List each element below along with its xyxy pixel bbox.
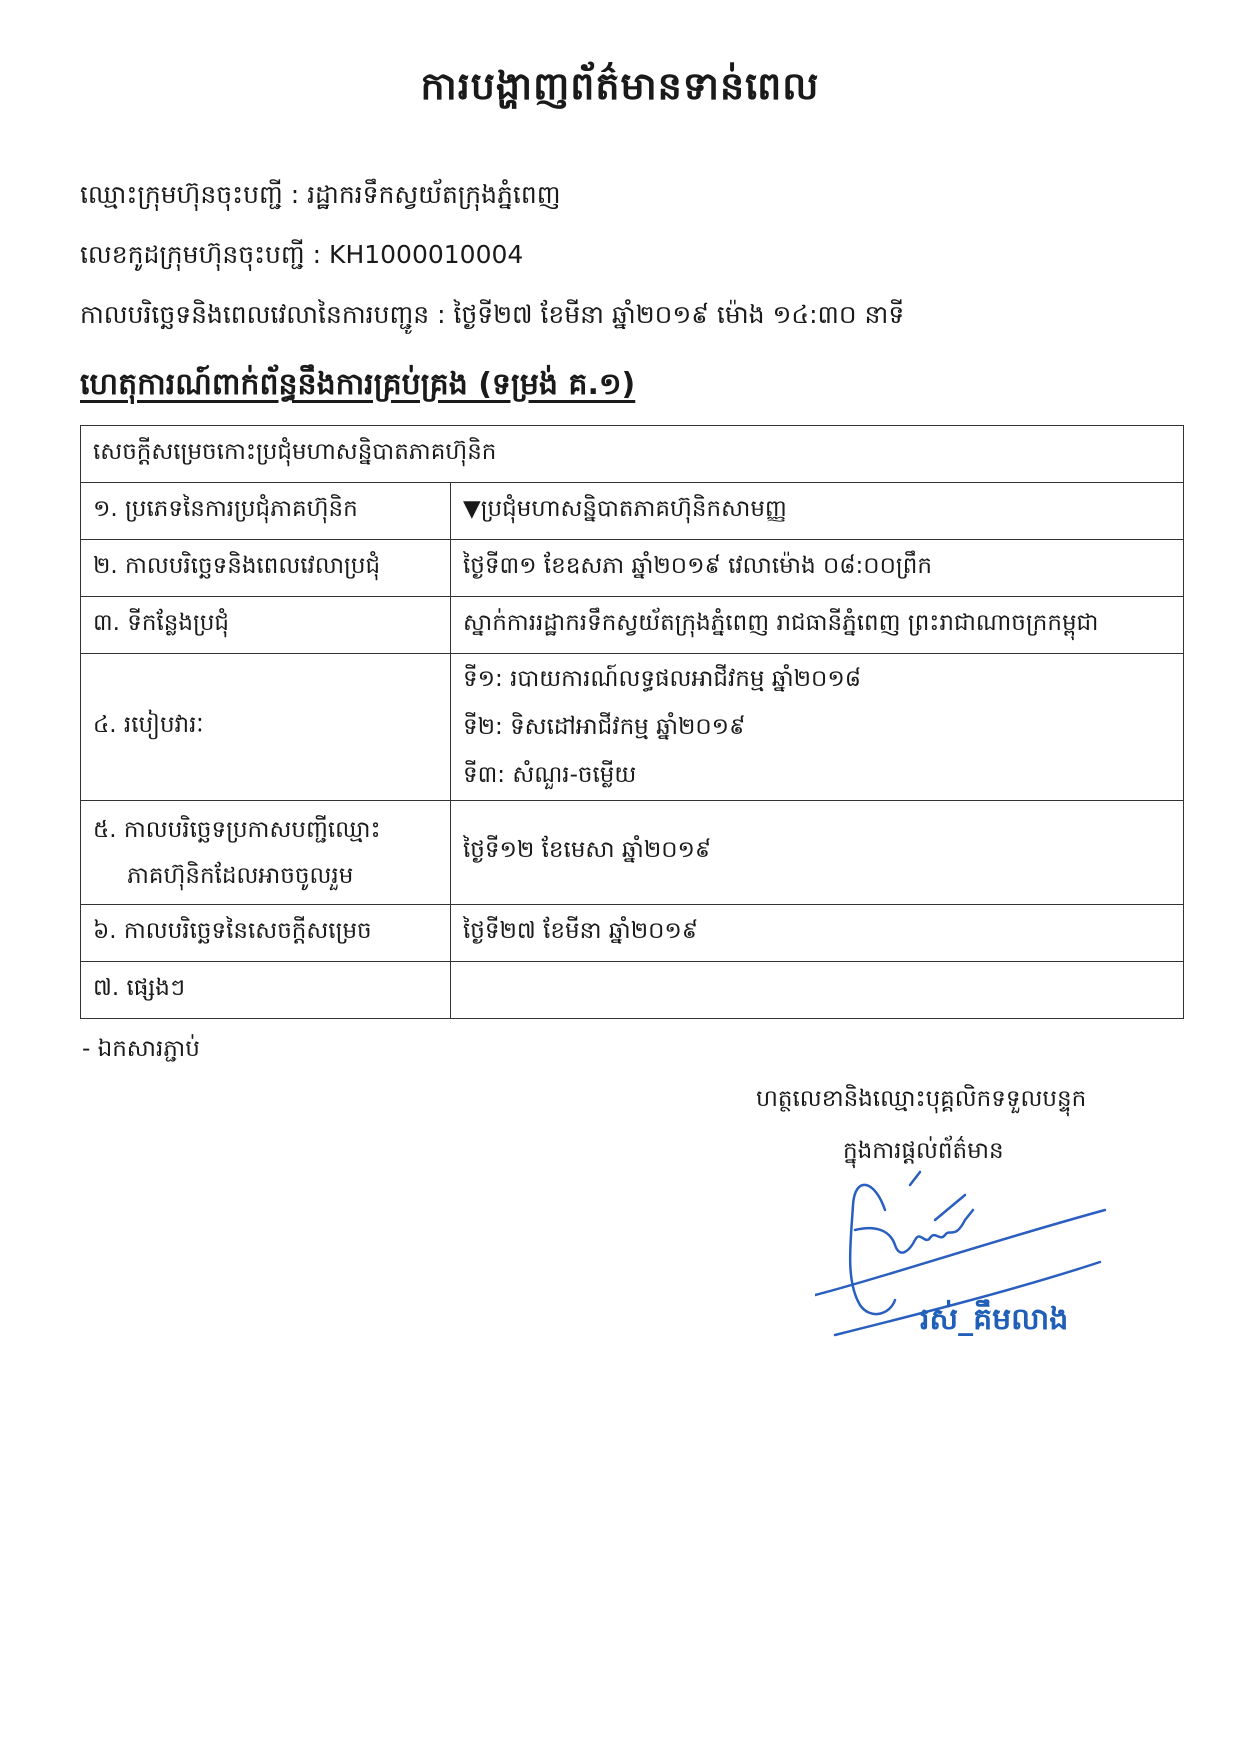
row-value-meeting-type: ▼ប្រជុំមហាសន្និបាតភាគហ៊ុនិកសាមញ្ញ <box>451 483 1184 540</box>
row-value-decision-date: ថ្ងៃទី២៧ ខែមីនា ឆ្នាំ២០១៩ <box>451 905 1184 962</box>
agenda-item: ទី៣: សំណួរ-ចម្លើយ <box>463 762 637 788</box>
row-label-decision-date: ៦. កាលបរិច្ឆេទនៃសេចក្ដីសម្រេច <box>81 905 451 962</box>
attachment-note: - ឯកសារភ្ជាប់ <box>82 1036 200 1062</box>
row-value-meeting-location: ស្នាក់ការរដ្ឋាករទឹកស្វយ័តក្រុងភ្នំពេញ រាជធានីភ្នំពេញ ព្រះរាជាណាចក្រកម្ពុជា <box>451 597 1184 654</box>
row-value-other <box>451 962 1184 1019</box>
row-label-meeting-datetime: ២. កាលបរិច្ឆេទនិងពេលវេលាប្រជុំ <box>81 540 451 597</box>
table-row <box>81 905 1184 962</box>
signature-title-line1: ហត្ថលេខានិងឈ្មោះបុគ្គលិកទទួលបន្ទុក <box>756 1086 1087 1112</box>
document-title: ការបង្ហាញព័ត៌មានទាន់ពេល <box>420 64 820 108</box>
row-label-agenda: ៤. របៀបវារៈ <box>81 654 451 801</box>
table-header: សេចក្ដីសម្រេចកោះប្រជុំមហាសន្និបាតភាគហ៊ុនិក <box>81 426 1184 483</box>
signature-title-line2: ក្នុងការផ្ដល់ព័ត៌មាន <box>843 1138 1004 1164</box>
table-row <box>81 654 1184 801</box>
table-row <box>81 801 1184 905</box>
row-value-meeting-datetime: ថ្ងៃទី៣១ ខែឧសភា ឆ្នាំ២០១៩ វេលាម៉ោង ០៨:០០ព្រឹក <box>451 540 1184 597</box>
table-header-row <box>81 426 1184 483</box>
agenda-item: ទី២: ទិសដៅអាជីវកម្ម ឆ្នាំ២០១៩ <box>463 714 746 740</box>
record-date-label-line2: ភាគហ៊ុនិកដែលអាចចូលរួម <box>127 862 354 889</box>
row-label-meeting-location: ៣. ទីកន្លែងប្រជុំ <box>81 597 451 654</box>
row-value-record-date: ថ្ងៃទី១២ ខែមេសា ឆ្នាំ២០១៩ <box>451 801 1184 905</box>
signatory-name: រស់_គឹមលាង <box>920 1302 1069 1337</box>
table-row <box>81 540 1184 597</box>
row-value-agenda <box>451 654 1184 801</box>
section-heading: ហេតុការណ៍ពាក់ព័ន្ធនឹងការគ្រប់គ្រង (ទម្រង់ គ.១) <box>80 367 636 402</box>
record-date-label-line1: ៥. កាលបរិច្ឆេទប្រកាសបញ្ជីឈ្មោះ <box>93 816 381 843</box>
company-code-line: លេខកូដក្រុមហ៊ុនចុះបញ្ជី : KH1000010004 <box>80 240 524 269</box>
disclosure-table <box>80 425 1184 1019</box>
table-row <box>81 962 1184 1019</box>
table-row <box>81 483 1184 540</box>
company-name-line: ឈ្មោះក្រុមហ៊ុនចុះបញ្ជី : រដ្ឋាករទឹកស្វយ័តក្រុងភ្នំពេញ <box>80 180 561 209</box>
agenda-item: ទី១: របាយការណ៍លទ្ធផលអាជីវកម្ម ឆ្នាំ២០១៨ <box>463 666 862 692</box>
row-label-other: ៧. ផ្សេងៗ <box>81 962 451 1019</box>
row-label-record-date <box>81 801 451 905</box>
row-label-meeting-type: ១. ប្រភេទនៃការប្រជុំភាគហ៊ុនិក <box>81 483 451 540</box>
submission-datetime-line: កាលបរិច្ឆេទនិងពេលវេលានៃការបញ្ជូន : ថ្ងៃទី២៧ ខែមីនា ឆ្នាំ២០១៩ ម៉ោង ១៤:៣០ នាទី <box>80 300 905 329</box>
table-row <box>81 597 1184 654</box>
